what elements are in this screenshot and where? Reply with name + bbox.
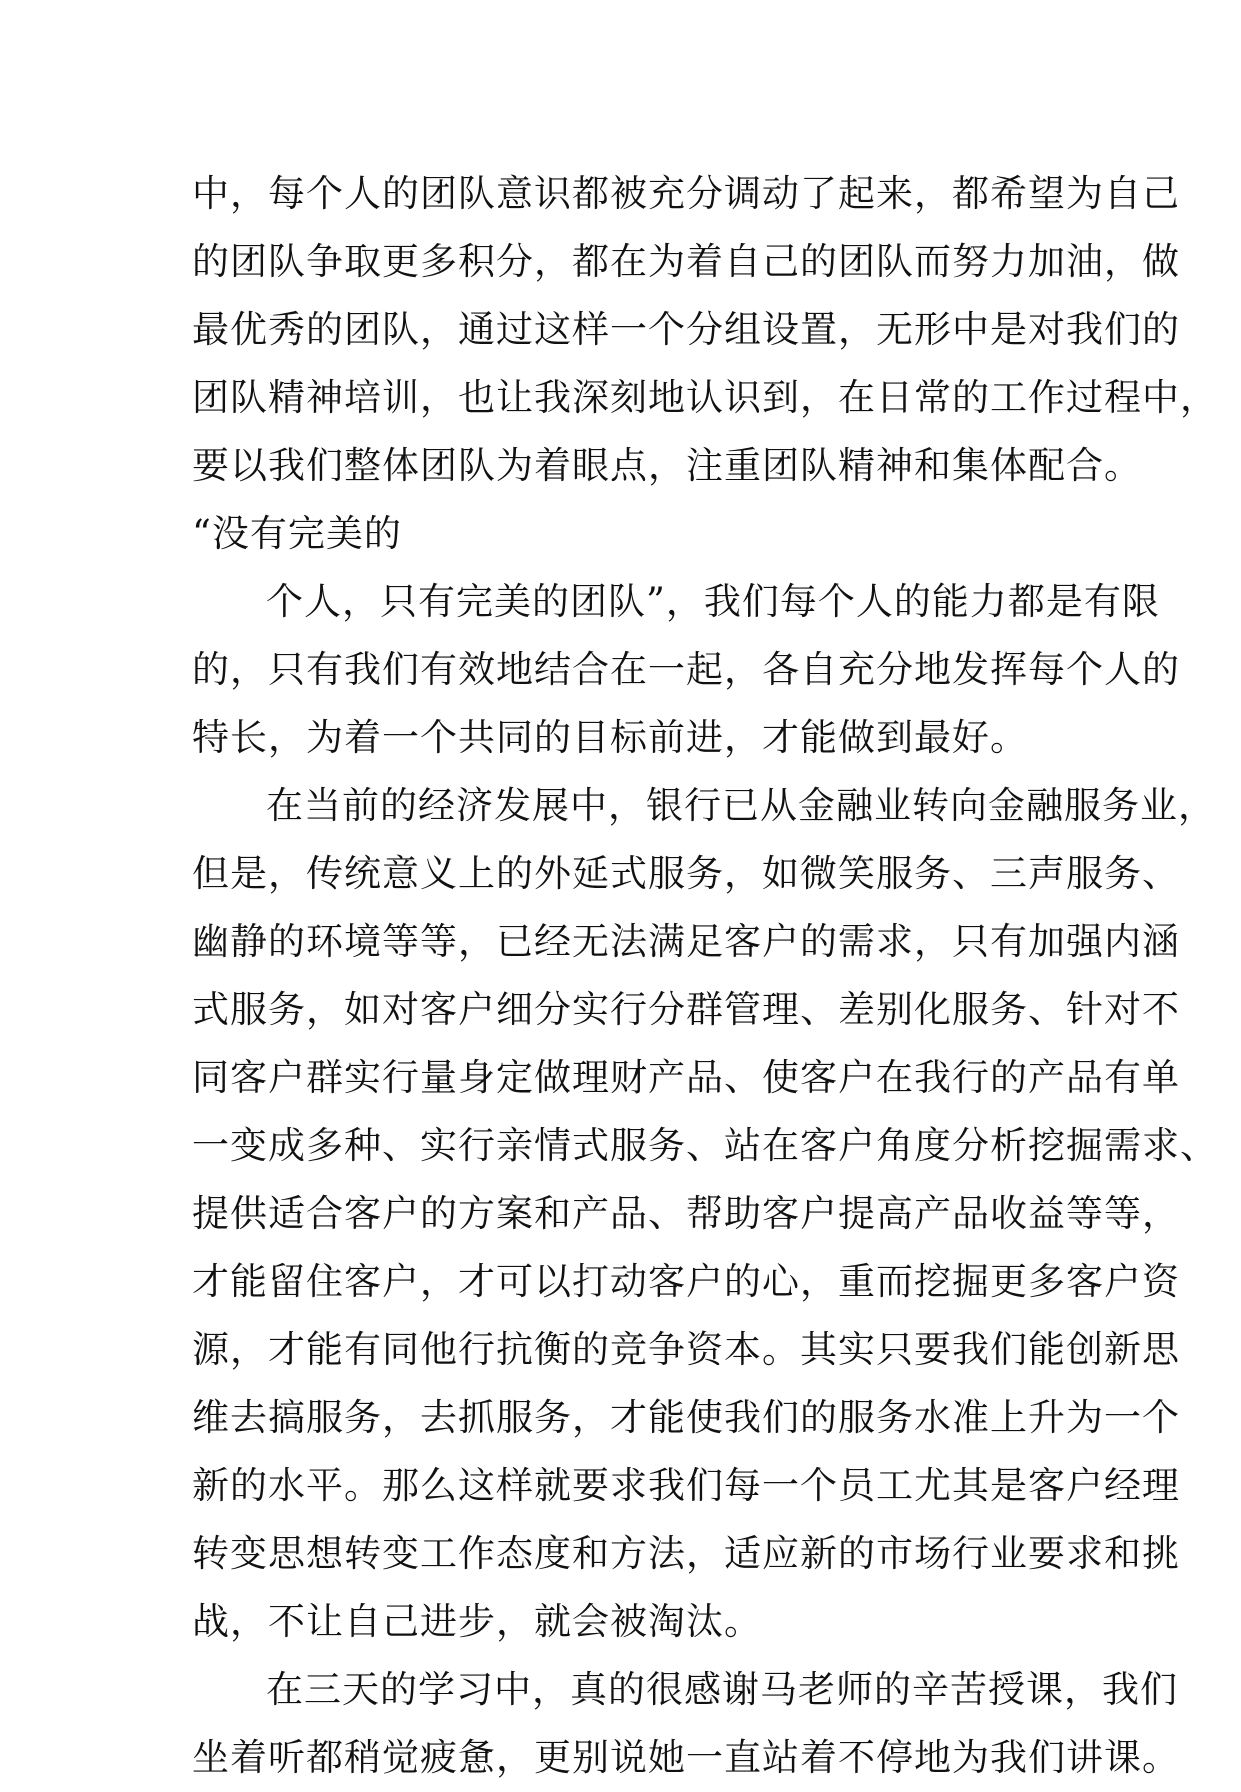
text-line: 的团队争取更多积分，都在为着自己的团队而努力加油，做 [192,240,1180,283]
text-line: 才能留住客户，才可以打动客户的心，重而挖掘更多客户资 [192,1260,1180,1303]
text-line: 坐着听都稍觉疲惫，更别说她一直站着不停地为我们讲课。 [192,1736,1180,1779]
text-line: 一变成多种、实行亲情式服务、站在客户角度分析挖掘需求、 [192,1124,1218,1167]
text-line: 提供适合客户的方案和产品、帮助客户提高产品收益等等， [192,1192,1180,1235]
text-line: “没有完美的 [192,512,402,555]
text-line: 中，每个人的团队意识都被充分调动了起来，都希望为自己 [192,172,1180,215]
text-line: 源，才能有同他行抗衡的竞争资本。其实只要我们能创新思 [192,1328,1180,1371]
paragraph-start-line: 在三天的学习中，真的很感谢马老师的辛苦授课，我们 [266,1668,1178,1711]
text-line: 维去搞服务，去抓服务，才能使我们的服务水准上升为一个 [192,1396,1180,1439]
paragraph-start-line: 在当前的经济发展中，银行已从金融业转向金融服务业， [266,784,1216,827]
paragraph-end-line: 特长，为着一个共同的目标前进，才能做到最好。 [192,716,1028,759]
text-line: 但是，传统意义上的外延式服务，如微笑服务、三声服务、 [192,852,1180,895]
text-line: 式服务，如对客户细分实行分群管理、差别化服务、针对不 [192,988,1180,1031]
text-line: 幽静的环境等等，已经无法满足客户的需求，只有加强内涵 [192,920,1180,963]
text-line: 的，只有我们有效地结合在一起，各自充分地发挥每个人的 [192,648,1180,691]
paragraph-end-line: 战，不让自己进步，就会被淘汰。 [192,1600,762,1643]
paragraph-start-line: 个人，只有完美的团队”，我们每个人的能力都是有限 [266,580,1160,623]
text-line: 新的水平。那么这样就要求我们每一个员工尤其是客户经理 [192,1464,1180,1507]
text-line: 最优秀的团队，通过这样一个分组设置，无形中是对我们的 [192,308,1180,351]
text-line: 同客户群实行量身定做理财产品、使客户在我行的产品有单 [192,1056,1180,1099]
text-line: 转变思想转变工作态度和方法，适应新的市场行业要求和挑 [192,1532,1180,1575]
body-text [192,160,1218,1792]
text-line: 团队精神培训，也让我深刻地认识到，在日常的工作过程中， [192,376,1218,419]
text-line: 要以我们整体团队为着眼点，注重团队精神和集体配合。 [192,444,1142,487]
